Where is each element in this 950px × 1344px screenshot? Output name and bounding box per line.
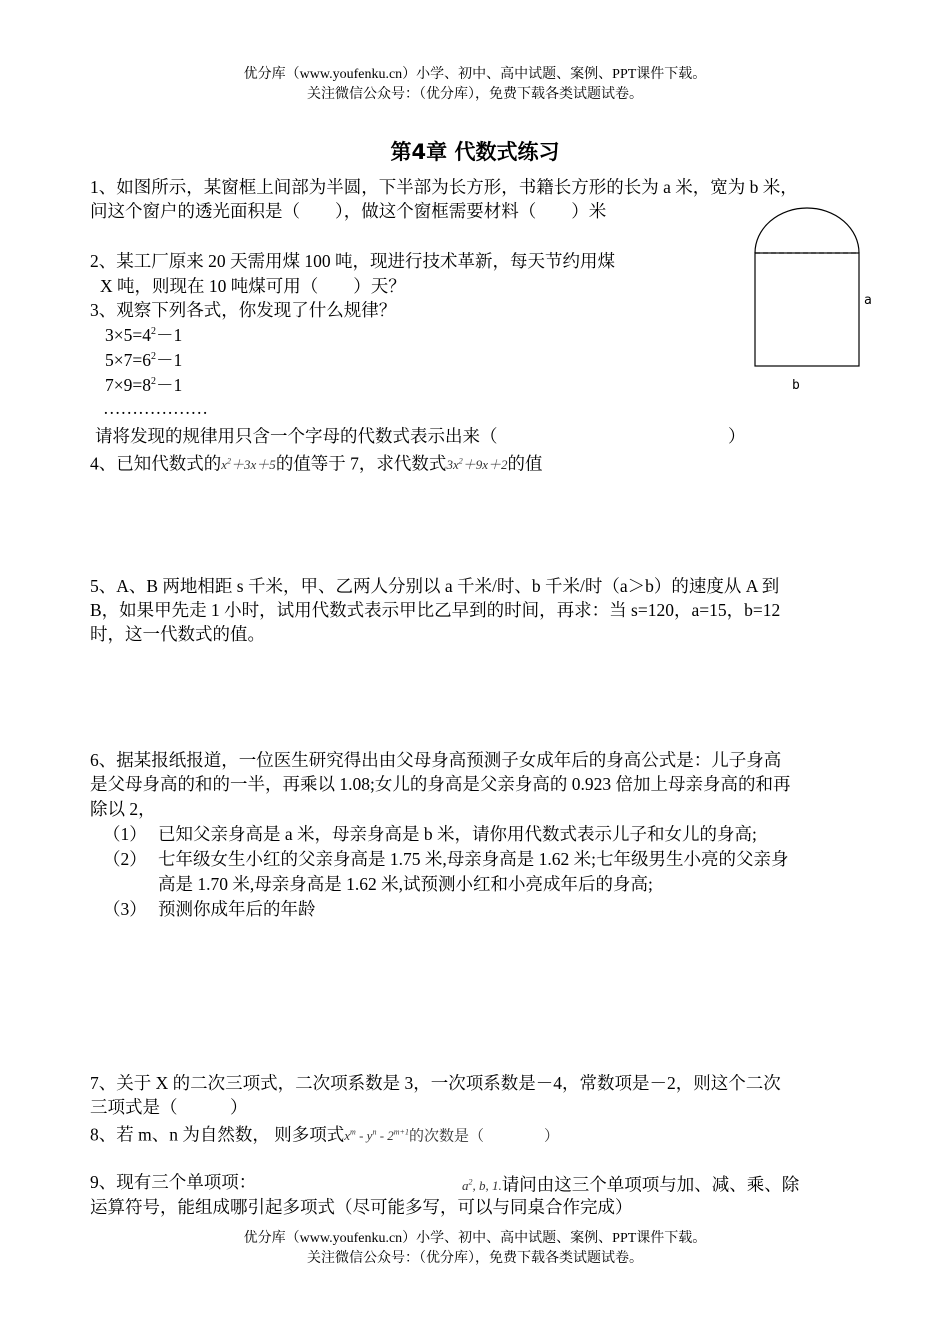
q6-sub-3-number: （3）	[103, 899, 147, 919]
q6-sub-2-number: （2）	[103, 849, 147, 869]
q6-sub-1-text: 已知父亲身高是 a 米，母亲身高是 b 米，请你用代数式表示儿子和女儿的身高;	[158, 824, 757, 844]
q1-line-2: 问这个窗户的透光面积是（ ），做这个窗框需要材料（ ）米	[90, 201, 607, 221]
q6-sub-2-text-2: 高是 1.70 米,母亲身高是 1.62 米,试预测小红和小亮成年后的身高;	[158, 874, 653, 894]
q6-sub-3-text: 预测你成年后的年龄	[158, 899, 316, 919]
q2-line-1: 2、某工厂原来 20 天需用煤 100 吨，现进行技术革新，每天节约用煤	[90, 251, 615, 271]
q3-line-1: 3、观察下列各式，你发现了什么规律？	[90, 300, 397, 320]
q8-polynomial: $x^m - y^n - 2^{m+1}$	[344, 1128, 409, 1144]
footer-line-2: 关注微信公众号：（优分库），免费下载各类试题试卷。	[307, 1251, 643, 1266]
q3-prompt: 请将发现的规律用只含一个字母的代数式表示出来（	[95, 426, 498, 446]
figure-label-b: b	[792, 378, 800, 393]
q6-sub-2-text-1: 七年级女生小红的父亲身高是 1.75 米,母亲身高是 1.62 米;七年级男生小亮的父亲身	[158, 849, 789, 869]
q7-line-1: 7、关于 X 的二次三项式，二次项系数是 3，一次项系数是－4，常数项是－2，则这个二次	[90, 1073, 781, 1093]
q9-terms: $a^2$, b, 1.请问由这三个单项项与加、减、乘、除	[462, 1174, 800, 1195]
header-line-1: 优分库（www.youfenku.cn）小学、初中、高中试题、案例、PPT课件下载。	[243, 67, 707, 82]
q6-line-3: 除以 2，	[90, 799, 156, 819]
q7-line-2: 三项式是（ ）	[90, 1097, 248, 1117]
page-title: 第4章 代数式练习	[390, 140, 560, 164]
q6-line-2: 是父母身高的和的一半，再乘以 1.08;女儿的身高是父亲身高的 0.923 倍加上母亲身高的和再	[90, 774, 791, 794]
q6-sub-1-number: （1）	[103, 824, 147, 844]
q3-close-paren: ）	[728, 426, 746, 446]
window-figure	[748, 205, 878, 395]
window-semicircle	[755, 208, 859, 253]
q9-prefix: 9、现有三个单项项：	[90, 1172, 257, 1192]
q4-line: 4、已知代数式的$x^2+3x+5$的值等于 7，求代数式$3x^2+9x+2$的值	[90, 453, 543, 474]
q6-line-1: 6、据某报纸报道，一位医生研究得出由父母身高预测子女成年后的身高公式是：儿子身高	[90, 750, 782, 770]
q2-line-2: X 吨，则现在 10 吨煤可用（ ）天？	[100, 276, 406, 296]
q4-expression-1: $x^2+3x+5$	[221, 457, 276, 473]
q5-line-3: 时，这一代数式的值。	[90, 624, 265, 644]
q5-line-1: 5、A、B 两地相距 s 千米，甲、乙两人分别以 a 千米/时、b 千米/时（a＞b）的速度从 A 到	[90, 576, 780, 596]
q5-line-2: B，如果甲先走 1 小时，试用代数式表示甲比乙早到的时间，再求：当 s=120，a=15，b=12	[90, 600, 781, 620]
q3-equation-1: $3\times 5=4^2-1$	[105, 325, 183, 345]
q3-dots: ………………	[103, 398, 208, 418]
q3-equation-2: $5\times 7=6^2-1$	[105, 350, 183, 370]
q3-equation-3: $7\times 9=8^2-1$	[105, 375, 183, 395]
q8-line: 8、若 m、n 为自然数， 则多项式$x^m - y^n - 2^{m+1}$的次数是（ ）	[90, 1124, 559, 1145]
header-line-2: 关注微信公众号：（优分库），免费下载各类试题试卷。	[307, 87, 643, 102]
footer-line-1: 优分库（www.youfenku.cn）小学、初中、高中试题、案例、PPT课件下载。	[243, 1231, 707, 1246]
figure-label-a: a	[864, 293, 872, 308]
window-rectangle	[755, 253, 859, 366]
q9-monomials: $a^2$, b, 1.	[462, 1178, 502, 1194]
q4-expression-2: $3x^2+9x+2$	[446, 457, 508, 473]
q1-line-1: 1、如图所示，某窗框上间部为半圆，下半部为长方形，书籍长方形的长为 a 米，宽为 b 米，	[90, 177, 798, 197]
q9-line-2: 运算符号，能组成哪引起多项式（尽可能多写，可以与同桌合作完成）	[90, 1197, 633, 1217]
